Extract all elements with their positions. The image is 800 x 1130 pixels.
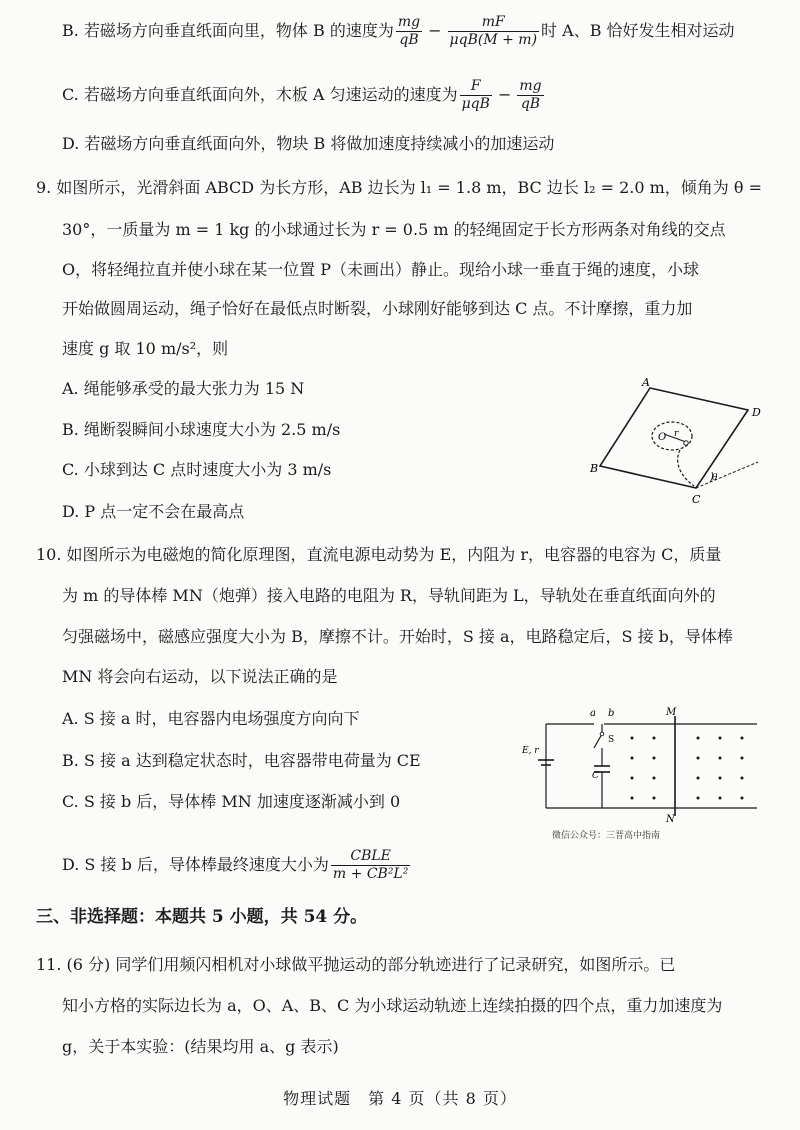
trajectory-path xyxy=(678,450,694,486)
label-b: b xyxy=(608,708,615,719)
label-s: S xyxy=(608,735,615,745)
q10-option-c: C. S 接 b 后，导体棒 MN 加速度逐渐减小到 0 xyxy=(62,792,401,811)
q10-option-a: A. S 接 a 时，电容器内电场强度方向向下 xyxy=(62,709,360,728)
q10-line: 10. 如图所示为电磁炮的简化原理图，直流电源电动势为 E，内阻为 r，电容器的电容为 C，质量 xyxy=(36,545,722,564)
q11-line: 知小方格的实际边长为 a，O、A、B、C 为小球运动轨迹上连续拍摄的四个点，重力加速度为 xyxy=(62,996,723,1015)
label-c: C xyxy=(592,771,599,781)
fraction: $\frac{\text{CBLE}}{\text{m + CB²L²}}$ xyxy=(332,848,409,882)
q8-option-b: B. 若磁场方向垂直纸面向里，物体 B 的速度为 $\frac{mg}{qB}$ − $\frac{mF}{\text{μqB(M + m)}}$ 时 A、B 恰好发生相对运动 xyxy=(62,14,735,48)
field-dot xyxy=(741,737,744,740)
label-b: B xyxy=(590,462,599,475)
q10-circuit-diagram xyxy=(522,704,772,824)
field-dot xyxy=(631,797,634,800)
q8-b-text: B. 若磁场方向垂直纸面向里，物体 B 的速度为 xyxy=(62,21,394,40)
magnetic-field-dots xyxy=(631,737,744,800)
field-dot xyxy=(697,737,700,740)
q11-line: g，关于本实验：(结果均用 a、g 表示) xyxy=(62,1037,339,1056)
fraction: $\frac{mg}{qB}$ xyxy=(397,14,421,48)
section-heading: 三、非选择题：本题共 5 小题，共 54 分。 xyxy=(36,907,368,927)
field-dot xyxy=(719,777,722,780)
fraction: $\frac{mg}{qB}$ xyxy=(519,78,542,112)
field-dot xyxy=(719,797,722,800)
field-dot xyxy=(653,757,656,760)
q9-line: 9. 如图所示，光滑斜面 ABCD 为长方形，AB 边长为 l₁ = 1.8 m，BC 边长 l₂ = 2.0 m，倾角为 θ = xyxy=(36,178,762,197)
fraction: $\frac{mF}{\text{μqB(M + m)}}$ xyxy=(449,14,538,48)
label-r: r xyxy=(674,429,679,439)
label-m: M xyxy=(666,707,677,718)
field-dot xyxy=(697,777,700,780)
field-dot xyxy=(741,797,744,800)
label-o: O xyxy=(658,432,667,443)
label-d: D xyxy=(752,406,761,419)
field-dot xyxy=(741,777,744,780)
q11-line: 11. (6 分) 同学们用频闪相机对小球做平抛运动的部分轨迹进行了记录研究，如图所示。已 xyxy=(36,955,676,974)
q8-option-d: D. 若磁场方向垂直纸面向外，物块 B 将做加速度持续减小的加速运动 xyxy=(62,134,555,153)
q9-line: O，将轻绳拉直并使小球在某一位置 P（未画出）静止。现给小球一垂直于绳的速度，小球 xyxy=(62,260,699,279)
q9-option-d: D. P 点一定不会在最高点 xyxy=(62,502,245,521)
q9-line: 开始做圆周运动，绳子恰好在最低点时断裂，小球刚好能够到达 C 点。不计摩擦，重力加 xyxy=(62,299,693,318)
q10-option-d: D. S 接 b 后，导体棒最终速度大小为 $\frac{\text{CBLE}}{\text{m + CB²L²}}$ xyxy=(62,848,409,882)
field-dot xyxy=(741,757,744,760)
q9-option-c: C. 小球到达 C 点时速度大小为 3 m/s xyxy=(62,460,332,479)
field-dot xyxy=(719,737,722,740)
q10-option-b: B. S 接 a 达到稳定状态时，电容器带电荷量为 CE xyxy=(62,751,421,770)
field-dot xyxy=(653,797,656,800)
q9-line: 30°，一质量为 m = 1 kg 的小球通过长为 r = 0.5 m 的轻绳固定于长方形两条对角线的交点 xyxy=(62,220,726,239)
q9-option-b: B. 绳断裂瞬间小球速度大小为 2.5 m/s xyxy=(62,420,341,439)
label-c: C xyxy=(692,493,701,506)
ball xyxy=(684,441,688,445)
field-dot xyxy=(653,777,656,780)
fraction: $\frac{F}{\text{μqB}}$ xyxy=(461,78,490,112)
switch-s xyxy=(594,734,602,748)
label-er: E, r xyxy=(522,746,539,756)
field-dot xyxy=(631,757,634,760)
page-footer: 物理试题 第 4 页（共 8 页） xyxy=(283,1089,517,1108)
q8-option-c: C. 若磁场方向垂直纸面向外，木板 A 匀速运动的速度为 $\frac{F}{\text{μqB}}$ − $\frac{mg}{qB}$ xyxy=(62,78,542,112)
field-dot xyxy=(631,777,634,780)
q10-line: 为 m 的导体棒 MN（炮弹）接入电路的电阻为 R，导轨间距为 L，导轨处在垂直纸面向外的 xyxy=(62,586,716,605)
label-theta: θ xyxy=(712,473,718,483)
q10-line: 匀强磁场中，磁感应强度大小为 B，摩擦不计。开始时，S 接 a，电路稳定后，S 接 b，导体棒 xyxy=(62,627,733,646)
label-a: a xyxy=(590,708,596,719)
watermark-text: 微信公众号：三晋高中指南 xyxy=(552,830,661,840)
label-a: A xyxy=(642,376,650,389)
q9-option-a: A. 绳能够承受的最大张力为 15 N xyxy=(62,379,305,398)
label-n: N xyxy=(666,814,675,824)
q9-line: 速度 g 取 10 m/s²，则 xyxy=(62,339,229,358)
field-dot xyxy=(631,737,634,740)
q10-line: MN 将会向右运动，以下说法正确的是 xyxy=(62,667,338,686)
field-dot xyxy=(697,797,700,800)
field-dot xyxy=(653,737,656,740)
field-dot xyxy=(719,757,722,760)
q9-incline-diagram xyxy=(588,376,770,516)
field-dot xyxy=(697,757,700,760)
